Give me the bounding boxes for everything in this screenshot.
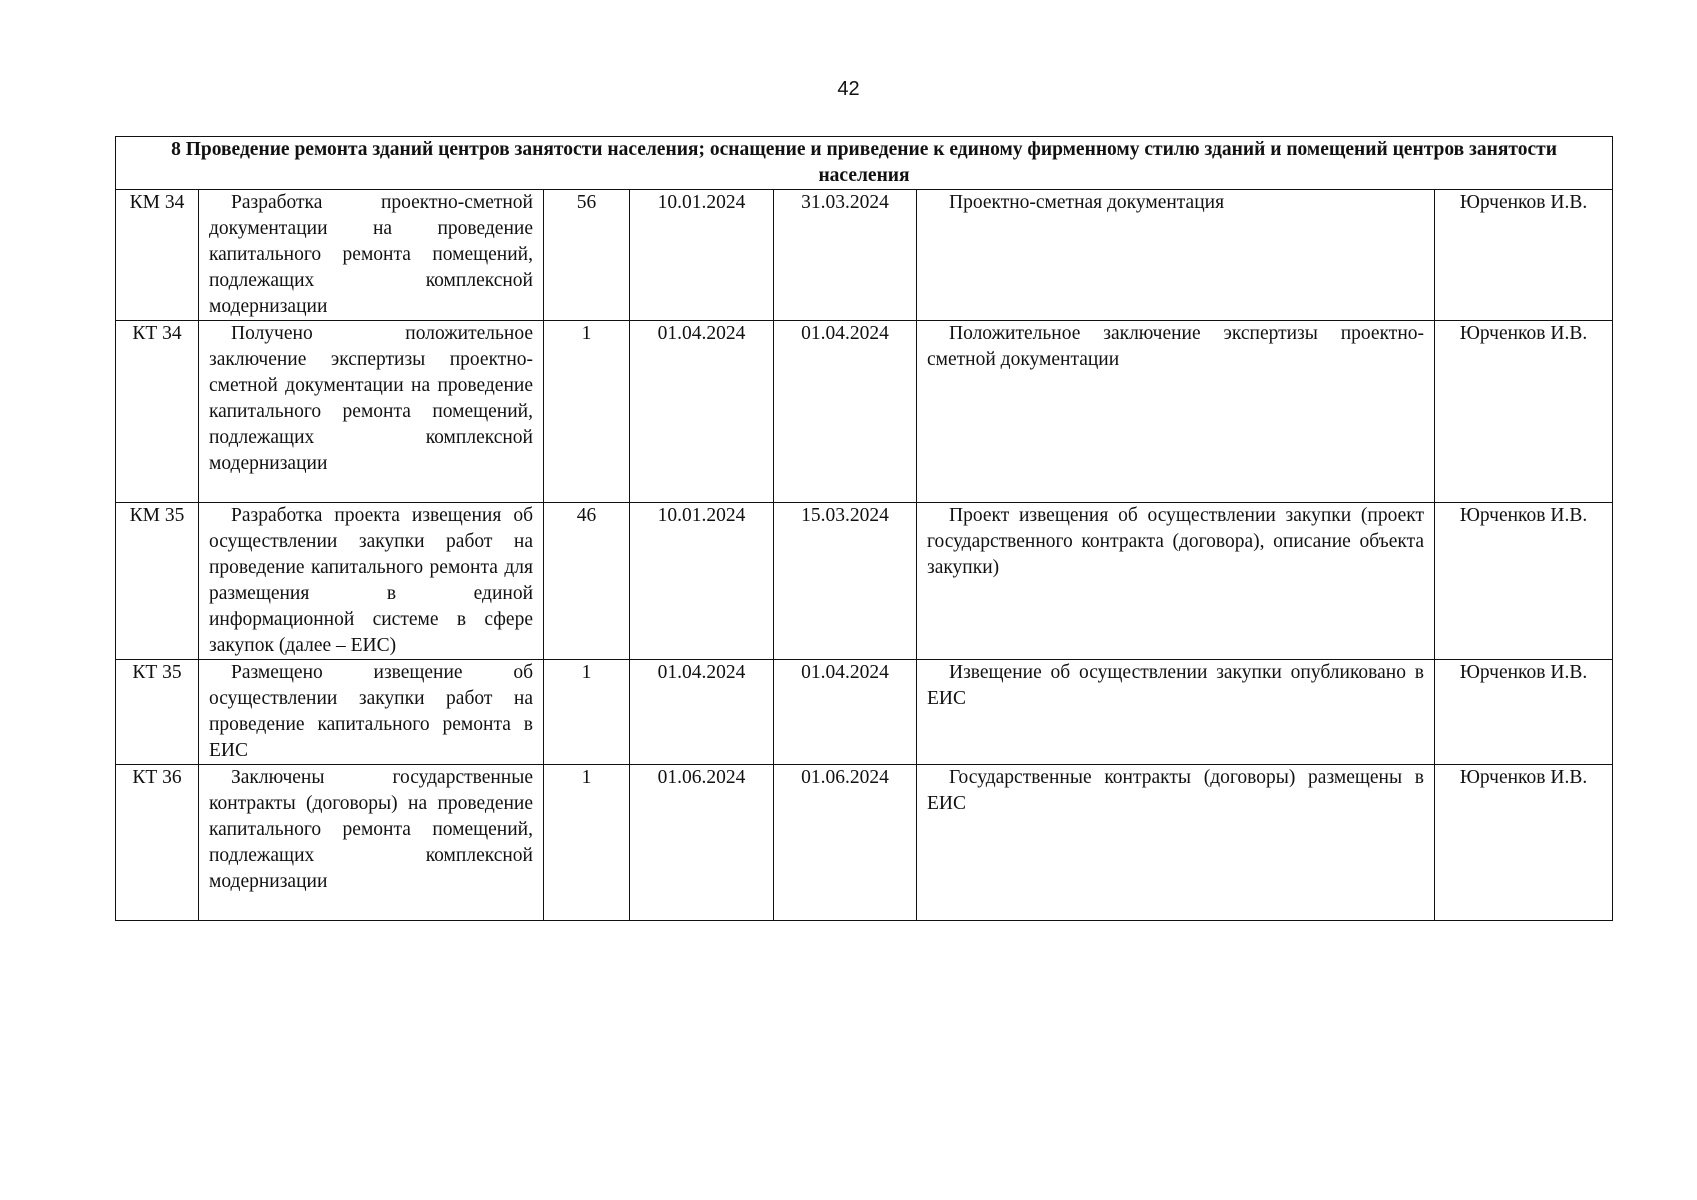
row-duration: 46 bbox=[544, 503, 630, 660]
row-duration: 1 bbox=[544, 660, 630, 765]
table-row bbox=[116, 660, 1613, 765]
row-responsible: Юрченков И.В. bbox=[1435, 660, 1613, 765]
section-title: 8 Проведение ремонта зданий центров занятости населения; оснащение и приведение к единому фирменному стилю зданий и помещений центров занятости населения bbox=[116, 137, 1613, 190]
page-number: 42 bbox=[837, 78, 860, 100]
row-code: КМ 34 bbox=[116, 190, 199, 321]
row-end-date: 15.03.2024 bbox=[774, 503, 917, 660]
row-end-date: 01.06.2024 bbox=[774, 765, 917, 921]
table-row bbox=[116, 765, 1613, 921]
row-result: Проектно-сметная документация bbox=[917, 190, 1435, 321]
table-row bbox=[116, 190, 1613, 321]
row-start-date: 01.04.2024 bbox=[630, 321, 774, 503]
row-description: Разработка проектно-сметной документации на проведение капитального ремонта помещений, подлежащих комплексной модернизации bbox=[199, 190, 544, 321]
row-description: Разработка проекта извещения об осуществлении закупки работ на проведение капитального ремонта для размещения в единой информационной системе в сфере закупок (далее – ЕИС) bbox=[199, 503, 544, 660]
row-code: КТ 36 bbox=[116, 765, 199, 921]
row-description: Получено положительное заключение экспертизы проектно-сметной документации на проведение капитального ремонта помещений, подлежащих комплексной модернизации bbox=[199, 321, 544, 503]
row-result: Проект извещения об осуществлении закупки (проект государственного контракта (договора), описание объекта закупки) bbox=[917, 503, 1435, 660]
row-result: Государственные контракты (договоры) размещены в ЕИС bbox=[917, 765, 1435, 921]
row-responsible: Юрченков И.В. bbox=[1435, 503, 1613, 660]
row-start-date: 01.04.2024 bbox=[630, 660, 774, 765]
row-end-date: 01.04.2024 bbox=[774, 660, 917, 765]
row-responsible: Юрченков И.В. bbox=[1435, 190, 1613, 321]
row-end-date: 01.04.2024 bbox=[774, 321, 917, 503]
row-code: КТ 34 bbox=[116, 321, 199, 503]
row-code: КМ 35 bbox=[116, 503, 199, 660]
row-duration: 1 bbox=[544, 765, 630, 921]
row-start-date: 01.06.2024 bbox=[630, 765, 774, 921]
row-result: Извещение об осуществлении закупки опубликовано в ЕИС bbox=[917, 660, 1435, 765]
row-responsible: Юрченков И.В. bbox=[1435, 765, 1613, 921]
row-result: Положительное заключение экспертизы проектно-сметной документации bbox=[917, 321, 1435, 503]
row-code: КТ 35 bbox=[116, 660, 199, 765]
row-start-date: 10.01.2024 bbox=[630, 190, 774, 321]
row-duration: 1 bbox=[544, 321, 630, 503]
table-row bbox=[116, 503, 1613, 660]
row-end-date: 31.03.2024 bbox=[774, 190, 917, 321]
row-duration: 56 bbox=[544, 190, 630, 321]
row-description: Размещено извещение об осуществлении закупки работ на проведение капитального ремонта в ЕИС bbox=[199, 660, 544, 765]
section-header-row bbox=[116, 137, 1613, 190]
table-row bbox=[116, 321, 1613, 503]
row-description: Заключены государственные контракты (договоры) на проведение капитального ремонта помещений, подлежащих комплексной модернизации bbox=[199, 765, 544, 921]
plan-table bbox=[115, 136, 1613, 921]
row-start-date: 10.01.2024 bbox=[630, 503, 774, 660]
row-responsible: Юрченков И.В. bbox=[1435, 321, 1613, 503]
